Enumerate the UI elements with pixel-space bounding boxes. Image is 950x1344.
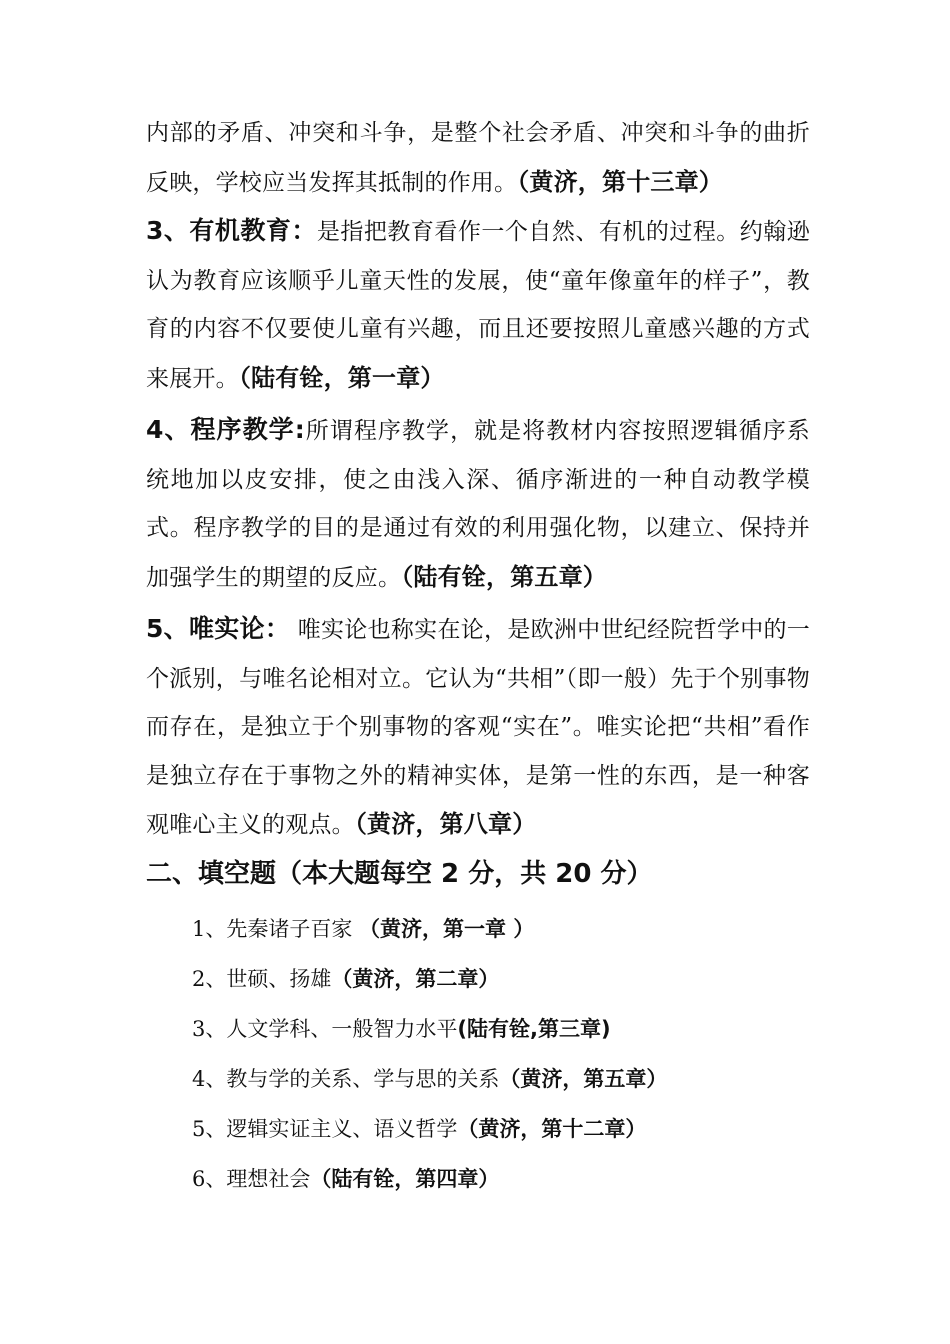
citation: （陆有铨，第一章）: [238, 363, 445, 392]
list-item: [192, 1054, 667, 1104]
citation: （陆有铨，第五章）: [401, 562, 608, 591]
paragraph-body: 内部的矛盾、冲突和斗争，是整个社会矛盾、冲突和斗争的曲折反映，学校应当发挥其抵制的作用。: [146, 120, 810, 196]
paragraph-continuation: [146, 109, 810, 207]
answer-list: [192, 904, 667, 1204]
citation: （黄济，第五章）: [499, 1067, 668, 1091]
definition-programmed-instruction: [146, 406, 810, 602]
answer-text: 6、理想社会: [192, 1167, 311, 1191]
list-item: [192, 1104, 667, 1154]
citation: （黄济，第二章）: [331, 967, 500, 991]
answer-text: 1、先秦诸子百家: [192, 917, 360, 941]
section-heading: 二、填空题（本大题每空 2 分，共 20 分）: [146, 859, 653, 889]
citation: （黄济，第十二章）: [457, 1117, 647, 1141]
citation: （黄济，第八章）: [354, 810, 537, 838]
list-item: [192, 1004, 667, 1054]
list-item: [192, 954, 667, 1004]
paragraph-body: 是指把教育看作一个自然、有机的过程。约翰逊认为教育应该顺乎儿童天性的发展，使“童年像童年的样子”，教育的内容不仅要使儿童有兴趣，而且还要按照儿童感兴趣的方式来展开。: [146, 219, 811, 392]
term-label: 3、有机教育：: [146, 216, 317, 245]
citation: （黄济，第十三章）: [517, 167, 724, 196]
term-label: 4、程序教学:: [146, 415, 305, 444]
citation: （黄济，第一章 ）: [359, 917, 535, 941]
answer-text: 3、人文学科、一般智力水平: [192, 1017, 458, 1041]
answer-text: 5、逻辑实证主义、语义哲学: [192, 1117, 458, 1141]
term-label: 5、唯实论：: [146, 614, 291, 643]
citation: (陆有铨,第三章): [457, 1017, 611, 1041]
definition-organic-education: [146, 207, 810, 403]
answer-text: 2、世硕、扬雄: [192, 967, 332, 991]
citation: （陆有铨，第四章）: [310, 1167, 500, 1191]
paragraph-body: 所谓程序教学，就是将教材内容按照逻辑循序系统地加以皮安排，使之由浅入深、循序渐进的一种自动教学模式。程序教学的目的是通过有效的利用强化物，以建立、保持并加强学生的期望的反应。: [146, 418, 810, 591]
answer-text: 4、教与学的关系、学与思的关系: [192, 1067, 500, 1091]
definition-realism: [146, 605, 810, 850]
list-item: [192, 904, 667, 954]
paragraph-body: 唯实论也称实在论，是欧洲中世纪经院哲学中的一个派别，与唯名论相对立。它认为“共相”（即一般）先于个别事物而存在，是独立于个别事物的客观“实在”。唯实论把“共相”看作是独立存在于事物之外的精神实体，是第一性的东西，是一种客观唯心主义的观点。: [146, 617, 810, 838]
list-item: [192, 1154, 667, 1204]
